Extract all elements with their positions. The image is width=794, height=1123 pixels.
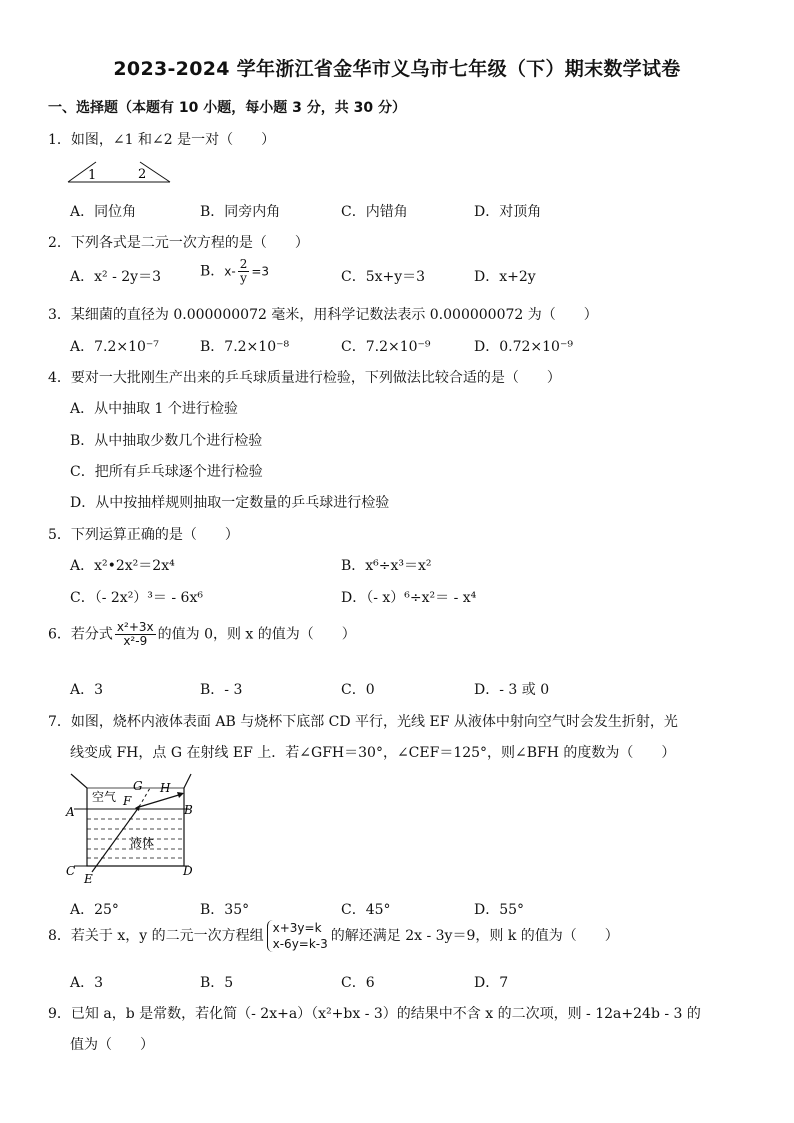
- q1-angle-1-label: 1: [88, 168, 97, 183]
- q2-stem: 2．下列各式是二元一次方程的是（ ）: [48, 235, 309, 251]
- q4-option-d: D．从中按抽样规则抽取一定数量的乒乓球进行检验: [70, 495, 390, 511]
- q6-option-c: C．0: [341, 682, 375, 698]
- q6-fraction: $\frac{\text{x²+3x}}{\text{x²-9}}$: [116, 620, 154, 648]
- q1-figure: [66, 160, 176, 186]
- q2-option-b: B．x- $\frac{2}{y}$ =3: [200, 257, 270, 285]
- q5-stem: 5．下列运算正确的是（ ）: [48, 527, 239, 543]
- q7-point-d: D: [183, 864, 193, 878]
- q7-point-b: B: [184, 803, 193, 817]
- q7-point-g: G: [133, 779, 143, 793]
- q7-point-h: H: [160, 781, 171, 795]
- q1-option-c: C．内错角: [341, 204, 408, 220]
- q8-equation-system: x+3y=k x-6y=k-3: [267, 920, 328, 952]
- q1-option-b: B．同旁内角: [200, 204, 281, 220]
- q3-option-c: C．7.2×10⁻⁹: [341, 339, 431, 355]
- q6-option-a: A．3: [70, 682, 104, 698]
- q9-stem-line2: 值为（ ）: [70, 1037, 154, 1053]
- q7-point-e: E: [84, 872, 93, 886]
- q9-stem-line1: 9．已知 a，b 是常数，若化简（- 2x+a）（x²+bx - 3）的结果中不含 x 的二次项，则 - 12a+24b - 3 的: [48, 1006, 701, 1022]
- q7-stem-line1: 7．如图，烧杯内液体表面 AB 与烧杯下底部 CD 平行，光线 EF 从液体中射向空气时会发生折射，光: [48, 714, 678, 730]
- q7-point-c: C: [66, 864, 76, 878]
- q2-option-d: D．x+2y: [474, 269, 536, 285]
- q7-point-a: A: [66, 805, 75, 819]
- q5-option-a: A．x²•2x²＝2x⁴: [70, 558, 175, 574]
- q1-stem: 1．如图，∠1 和∠2 是一对（ ）: [48, 132, 276, 148]
- q7-option-b: B．35°: [200, 902, 250, 918]
- q8-option-a: A．3: [70, 975, 104, 991]
- exam-title: 2023-2024 学年浙江省金华市义乌市七年级（下）期末数学试卷: [113, 58, 681, 80]
- q7-option-a: A．25°: [70, 902, 119, 918]
- q3-option-b: B．7.2×10⁻⁸: [200, 339, 290, 355]
- q7-label-air: 空气: [92, 790, 117, 804]
- q8-option-d: D．7: [474, 975, 509, 991]
- q4-option-b: B．从中抽取少数几个进行检验: [70, 433, 263, 449]
- q7-option-d: D．55°: [474, 902, 525, 918]
- q2-option-a: A．x² - 2y＝3: [70, 269, 161, 285]
- q2-fraction: $\frac{2}{y}$: [239, 257, 248, 285]
- q5-option-c: C．（- 2x²）³＝ - 6x⁶: [70, 590, 203, 606]
- q7-label-liquid: 液体: [130, 836, 155, 850]
- q7-option-c: C．45°: [341, 902, 391, 918]
- q6-option-b: B．- 3: [200, 682, 243, 698]
- q4-option-c: C．把所有乒乓球逐个进行检验: [70, 464, 263, 480]
- q8-stem: 8．若关于 x，y 的二元一次方程组 x+3y=k x-6y=k-3 的解还满足 2x - 3y＝9，则 k 的值为（ ）: [48, 921, 619, 951]
- q4-stem: 4．要对一大批刚生产出来的乒乓球质量进行检验，下列做法比较合适的是（ ）: [48, 370, 561, 386]
- q1-option-d: D．对顶角: [474, 204, 542, 220]
- q1-angle-2-label: 2: [138, 167, 147, 182]
- q5-option-b: B．x⁶÷x³＝x²: [341, 558, 432, 574]
- q7-point-f: F: [123, 794, 132, 808]
- q4-option-a: A．从中抽取 1 个进行检验: [70, 401, 238, 417]
- q3-stem: 3．某细菌的直径为 0.000000072 毫米，用科学记数法表示 0.000000072 为（ ）: [48, 307, 598, 323]
- q8-option-c: C．6: [341, 975, 375, 991]
- q5-option-d: D．（- x）⁶÷x²＝ - x⁴: [341, 590, 477, 606]
- q1-option-a: A．同位角: [70, 204, 137, 220]
- q3-option-a: A．7.2×10⁻⁷: [70, 339, 159, 355]
- section-heading: 一、选择题（本题有 10 小题，每小题 3 分，共 30 分）: [48, 100, 406, 116]
- q8-option-b: B．5: [200, 975, 234, 991]
- q7-beaker-figure: [62, 770, 212, 886]
- q3-option-d: D．0.72×10⁻⁹: [474, 339, 573, 355]
- q2-option-c: C．5x+y＝3: [341, 269, 426, 285]
- q6-stem: 6．若分式 $\frac{\text{x²+3x}}{\text{x²-9}}$ 的值为 0，则 x 的值为（ ）: [48, 620, 356, 648]
- q6-option-d: D．- 3 或 0: [474, 682, 550, 698]
- q7-stem-line2: 线变成 FH，点 G 在射线 EF 上．若∠GFH＝30°，∠CEF＝125°，则∠BFH 的度数为（ ）: [70, 745, 676, 761]
